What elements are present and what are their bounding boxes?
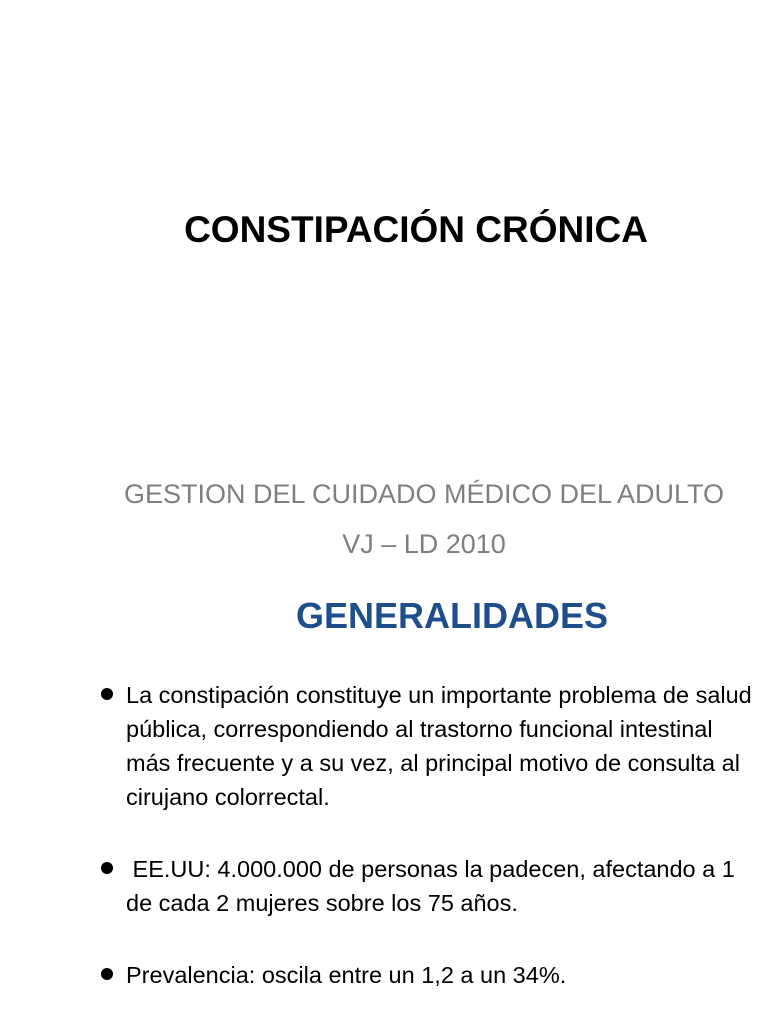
bullet-dot-icon (101, 862, 113, 874)
bullet-text: La constipación constituye un importante problema de salud pública, correspondiendo al trastorno funcional intestinal más frecuente y a su vez, al principal motivo de consulta al cirujano colorrectal. (126, 682, 752, 810)
slide-subtitle-line-1: GESTION DEL CUIDADO MÉDICO DEL ADULTO (123, 479, 725, 509)
bullet-dot-icon (101, 688, 113, 700)
slide-title: CONSTIPACIÓN CRÓNICA (184, 209, 648, 250)
bullet-text: EE.UU: 4.000.000 de personas la padecen, afectando a 1 de cada 2 mujeres sobre los 75 años. (126, 856, 742, 916)
bullet-item (100, 678, 760, 814)
section-heading: GENERALIDADES (295, 595, 609, 636)
slide-subtitle-line-2: VJ – LD 2010 (342, 529, 506, 559)
bullet-dot-icon (101, 968, 113, 980)
bullet-text: Prevalencia: oscila entre un 1,2 a un 34%. (126, 962, 567, 988)
bullet-item (100, 852, 760, 920)
bullet-item (100, 958, 760, 992)
bullet-list (100, 678, 760, 992)
